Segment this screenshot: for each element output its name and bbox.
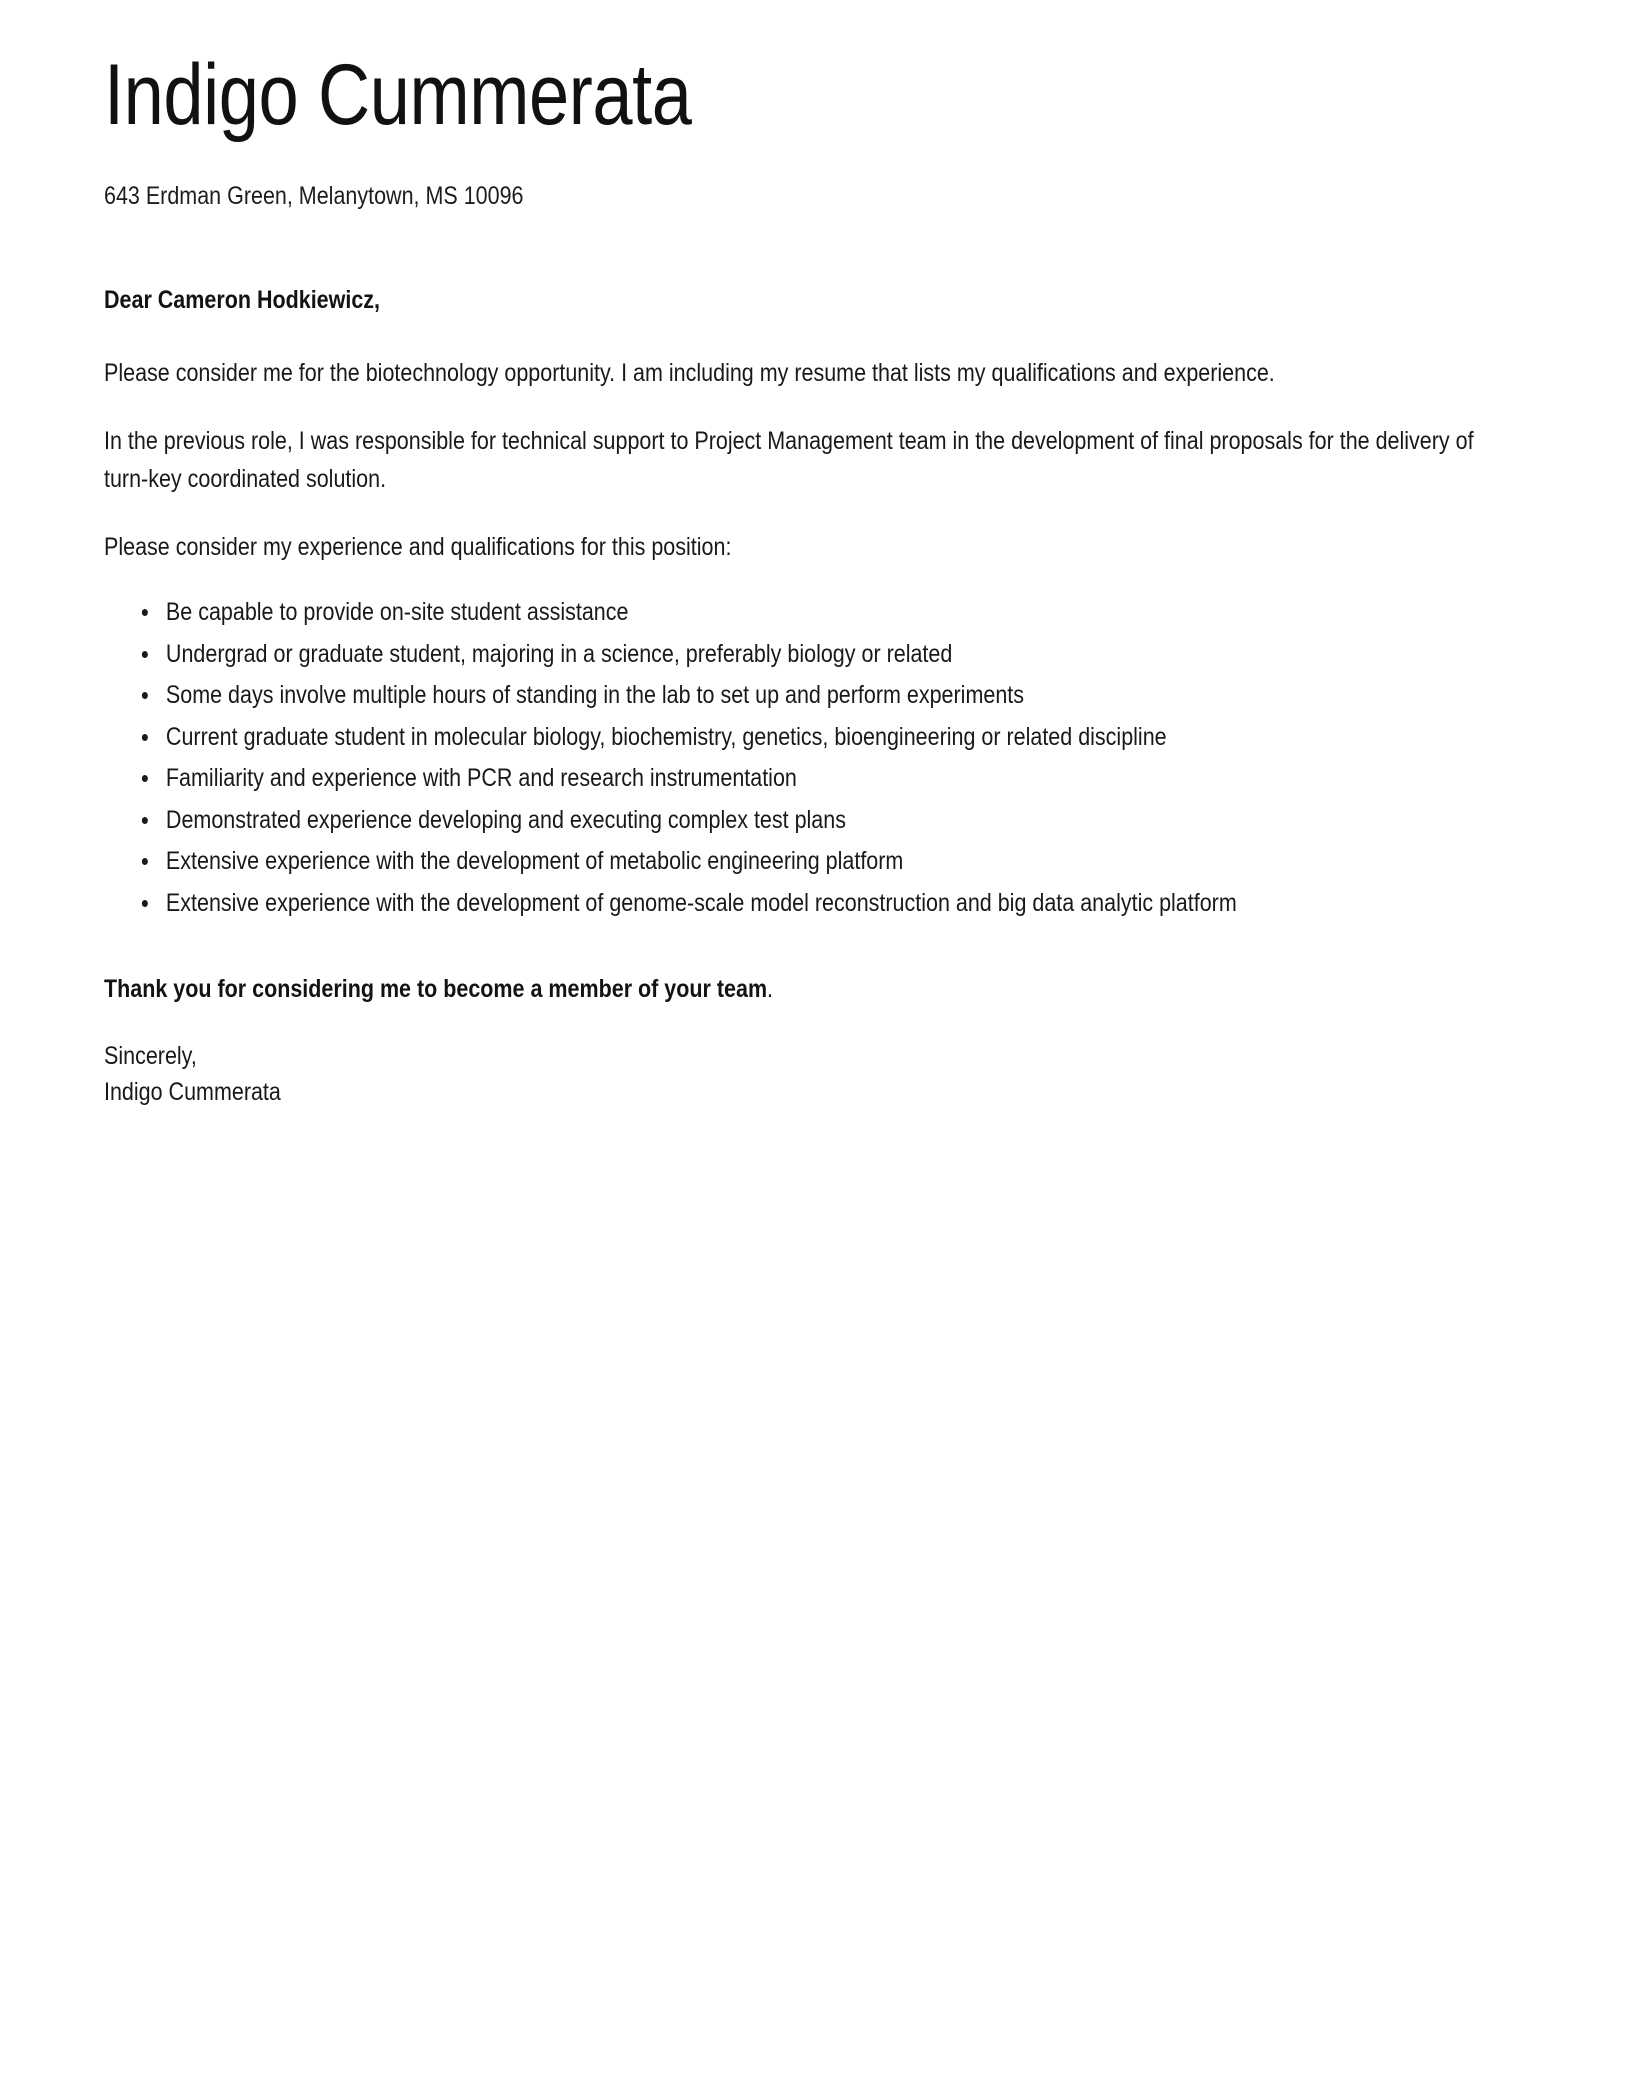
signature-name: Indigo Cummerata xyxy=(104,1077,281,1106)
salutation: Dear Cameron Hodkiewicz, xyxy=(104,285,381,314)
letter-body xyxy=(104,214,1524,1111)
list-item: Be capable to provide on-site student assistance xyxy=(140,596,1550,629)
page-title: Indigo Cummerata xyxy=(104,47,692,143)
letter-content xyxy=(104,0,1524,1110)
list-item: Extensive experience with the development of genome-scale model reconstruction and big data analytic platform xyxy=(140,887,1550,920)
signoff-label: Sincerely, xyxy=(104,1042,197,1071)
list-item: Demonstrated experience developing and executing complex test plans xyxy=(140,804,1550,837)
paragraph-qualifications-lead: Please consider my experience and qualifications for this position: xyxy=(104,533,732,561)
closing-thanks-period: . xyxy=(767,975,774,1003)
sender-address: 643 Erdman Green, Melanytown, MS 10096 xyxy=(104,182,524,210)
closing-thanks-text: Thank you for considering me to become a member of your team xyxy=(104,975,768,1003)
list-item: Some days involve multiple hours of standing in the lab to set up and perform experiments xyxy=(140,679,1550,712)
paragraph-intro: Please consider me for the biotechnology opportunity. I am including my resume that lists my qualifications and experience. xyxy=(104,359,1275,387)
list-item: Current graduate student in molecular biology, biochemistry, genetics, bioengineering or related discipline xyxy=(140,721,1550,754)
list-item: Extensive experience with the development of metabolic engineering platform xyxy=(140,845,1550,878)
signoff-block xyxy=(104,1039,1325,1110)
list-item: Undergrad or graduate student, majoring in a science, preferably biology or related xyxy=(140,638,1550,671)
list-item: Familiarity and experience with PCR and research instrumentation xyxy=(140,762,1550,795)
closing-thanks xyxy=(104,971,1325,1007)
qualifications-list xyxy=(104,596,1551,919)
paragraph-experience: In the previous role, I was responsible for technical support to Project Management team in the development of final proposals for the delivery of turn-key coordinated solution. xyxy=(104,427,1474,493)
